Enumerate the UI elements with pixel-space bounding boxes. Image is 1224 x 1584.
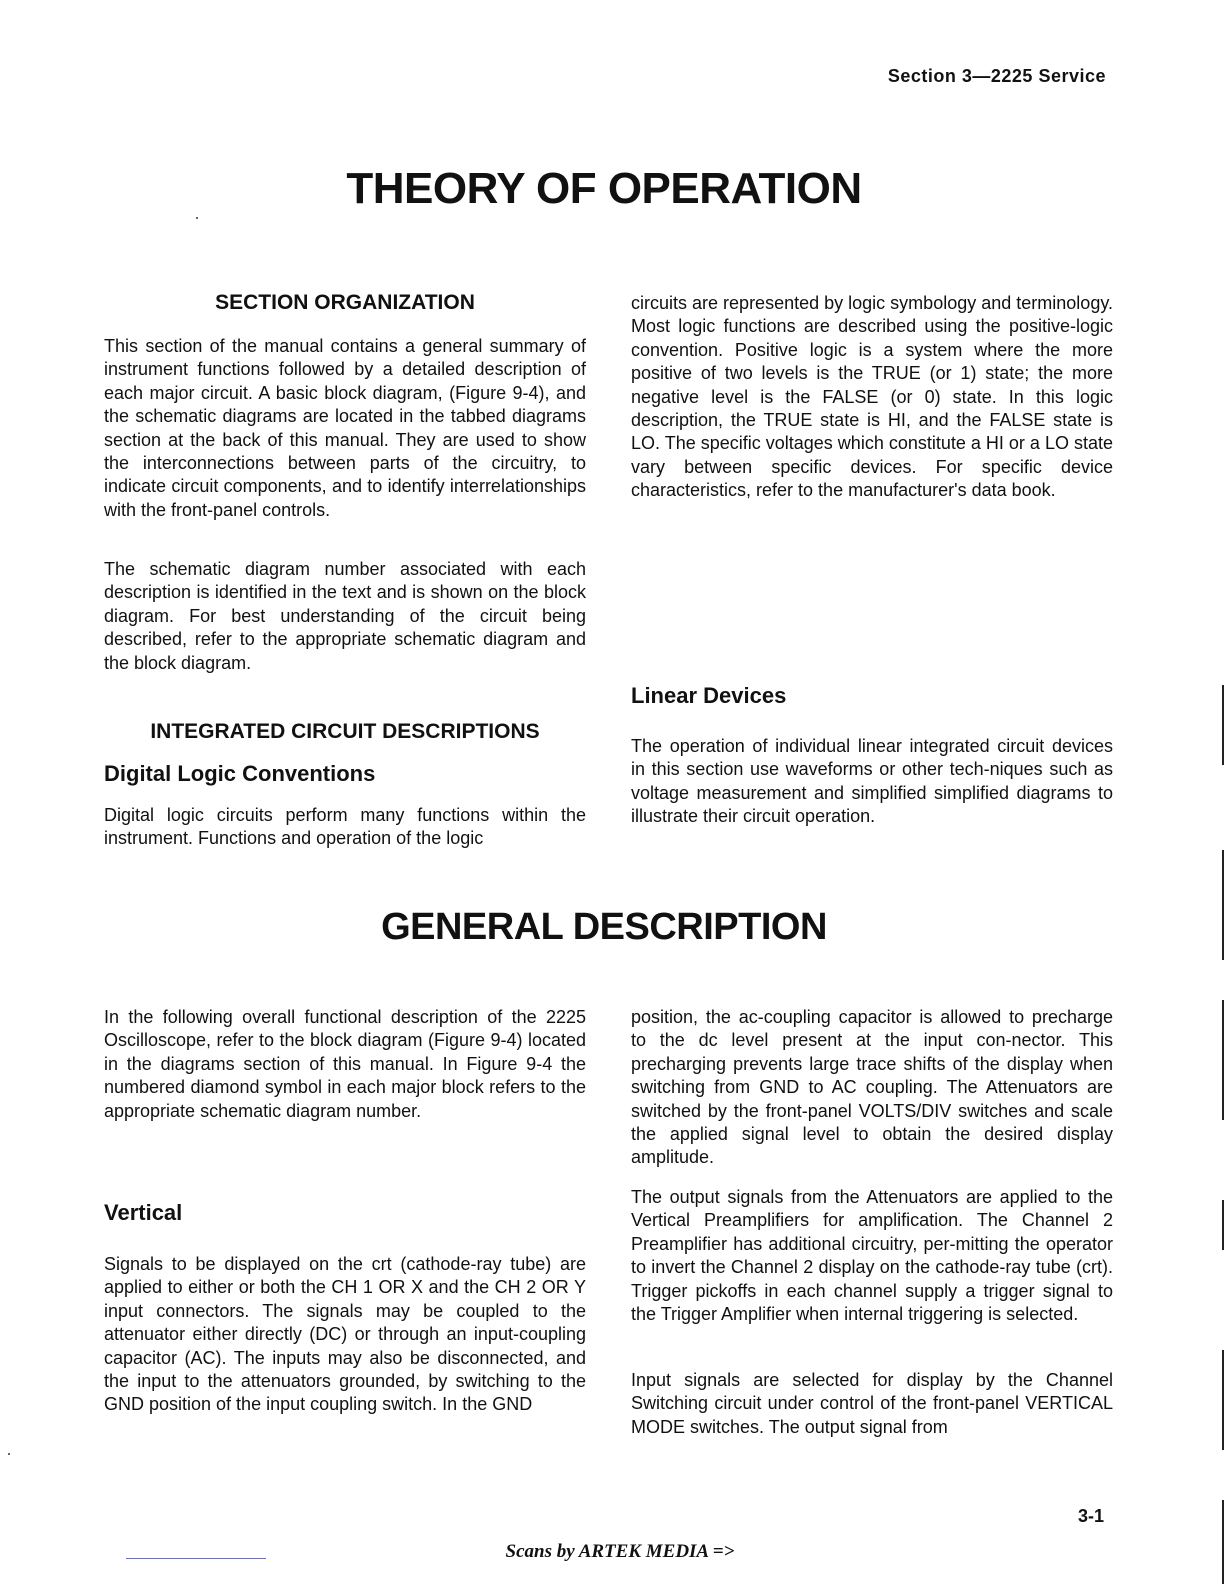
page-number: 3-1 (1077, 1506, 1104, 1526)
section-org-paragraph-1 (104, 335, 586, 522)
scan-speck (196, 217, 198, 219)
heading-linear-devices: Linear Devices (631, 683, 787, 708)
general-paragraph-1 (104, 1006, 586, 1123)
linear-devices-paragraph (631, 735, 1113, 829)
paragraph-text: The output signals from the Attenuators are applied to the Vertical Preamplifiers for amplification. The Channel 2 Preamplifier has additional circuitry, per-mitting the operator to invert the Channel 2 display on the cathode-ray tube (crt). Trigger pickoffs in each channel supply a trigger signal to the Trigger Amplifier when internal triggering is selected. (631, 1187, 1113, 1325)
paragraph-text: Digital logic circuits perform many functions within the instrument. Functions and operation of the logic (104, 805, 586, 849)
paragraph-text: The schematic diagram number associated with each description is identified in the text and is shown on the block diagram. For best understanding of the circuit being described, refer to the appropriate schematic diagram and the block diagram. (104, 559, 586, 673)
logic-continuation-paragraph (631, 292, 1113, 503)
paragraph-text: This section of the manual contains a general summary of instrument functions followed by a detailed description of each major circuit. A basic block diagram, (Figure 9-4), and the schematic diagrams are located in the tabbed diagrams section at the back of this manual. They are used to show the interconnections between parts of the circuitry, to indicate circuit components, and to identify interrelationships with the front-panel controls. (104, 336, 586, 520)
paragraph-text: Input signals are selected for display by the Channel Switching circuit under control of the front-panel VERTICAL MODE switches. The output signal from (631, 1370, 1113, 1437)
vertical-paragraph (104, 1253, 586, 1417)
section-org-paragraph-2 (104, 558, 586, 675)
paragraph-text: position, the ac-coupling capacitor is allowed to precharge to the dc level present at the input con-nector. This precharging prevents large trace shifts of the display when switching from GND to AC coupling. The Attenuators are switched by the front-panel VOLTS/DIV switches and scale the applied signal level to obtain the desired display amplitude. (631, 1007, 1113, 1168)
paragraph-text: Signals to be displayed on the crt (cathode-ray tube) are applied to either or both the CH 1 OR X and the CH 2 OR Y input connectors. The signals may be coupled to the attenuator either directly (DC) or through an input-coupling capacitor (AC). The inputs may also be disconnected, and the input to the attenuators grounded, by switching to the GND position of the input coupling switch. In the GND (104, 1254, 586, 1415)
digital-logic-paragraph (104, 804, 586, 851)
paragraph-text: The operation of individual linear integrated circuit devices in this section use waveforms or other tech-niques such as voltage measurement and simplified simplified diagrams to illustrate their circuit operation. (631, 736, 1113, 827)
running-header: Section 3—2225 Service (887, 66, 1106, 86)
general-right-paragraph-3 (631, 1369, 1113, 1439)
scan-credit: Scans by ARTEK MEDIA => (505, 1541, 735, 1562)
heading-section-organization: SECTION ORGANIZATION (215, 291, 475, 314)
heading-digital-logic-conventions: Digital Logic Conventions (104, 761, 376, 786)
title-theory-of-operation: THEORY OF OPERATION (346, 164, 862, 213)
scan-speck (8, 1453, 10, 1455)
heading-integrated-circuit-descriptions: INTEGRATED CIRCUIT DESCRIPTIONS (150, 720, 540, 743)
title-general-description: GENERAL DESCRIPTION (381, 906, 827, 948)
paragraph-text: circuits are represented by logic symbology and terminology. Most logic functions are described using the positive-logic convention. Positive logic is a system where the more positive of two levels is the TRUE (or 1) state; the more negative level is the FALSE (or 0) state. In this logic description, the TRUE state is HI, and the FALSE state is LO. The specific voltages which constitute a HI or a LO state vary between specific devices. For specific device characteristics, refer to the manufacturer's data book. (631, 293, 1113, 501)
paragraph-text: In the following overall functional description of the 2225 Oscilloscope, refer to the block diagram (Figure 9-4) located in the diagrams section of this manual. In Figure 9-4 the numbered diamond symbol in each major block refers to the appropriate schematic diagram number. (104, 1007, 586, 1121)
general-right-paragraph-1 (631, 1006, 1113, 1170)
general-right-paragraph-2 (631, 1186, 1113, 1326)
heading-vertical: Vertical (104, 1200, 183, 1225)
